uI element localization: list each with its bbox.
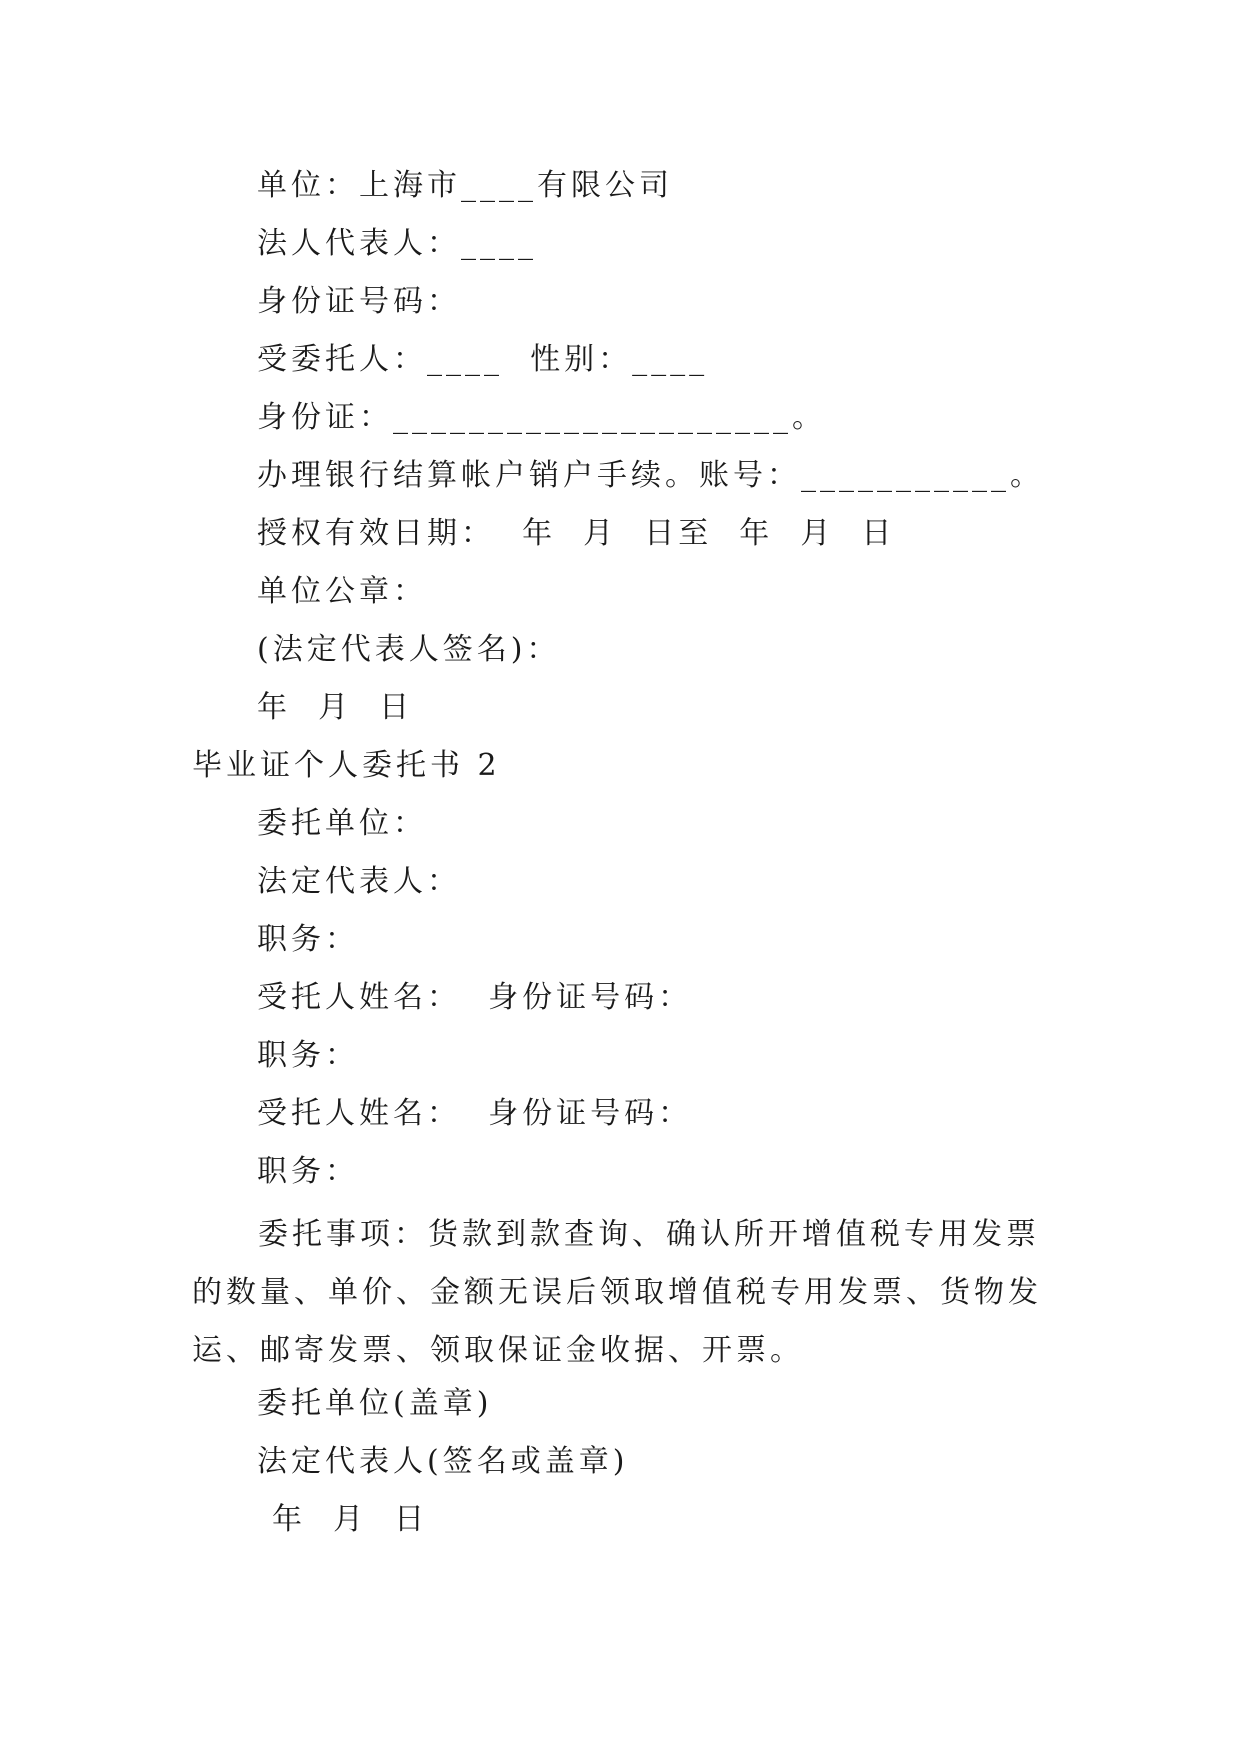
entrusted-matters-paragraph: 委托事项：货款到款查询、确认所开增值税专用发票的数量、单价、金额无误后领取增值税专用发票、货物发运、邮寄发票、领取保证金收据、开票。 xyxy=(192,1217,1042,1368)
position-line-2: 职务： xyxy=(257,1038,359,1073)
id-number-line: 身份证号码： xyxy=(257,284,461,319)
account-closing-line: 办理银行结算帐户销户手续。账号：___________。 xyxy=(257,458,1044,493)
legal-signature-line: (法定代表人签名)： xyxy=(257,632,561,667)
unit-seal-line-2: 委托单位(盖章) xyxy=(257,1386,493,1421)
unit-seal-line: 单位公章： xyxy=(257,574,427,609)
position-line-3: 职务： xyxy=(257,1154,359,1189)
date-line: 年 月 日 xyxy=(257,690,414,725)
trustee-line-1: 受托人姓名： 身份证号码： xyxy=(257,980,693,1015)
trustee-gender-line: 受委托人：____ 性别：____ xyxy=(257,342,709,377)
legal-sign-line: 法定代表人(签名或盖章) xyxy=(257,1444,629,1479)
id-card-line: 身份证：_____________________。 xyxy=(257,400,826,435)
section-heading: 毕业证个人委托书 2 xyxy=(192,748,501,783)
position-line-1: 职务： xyxy=(257,922,359,957)
legal-rep-line: 法人代表人：____ xyxy=(257,226,537,261)
date-line-2: 年 月 日 xyxy=(272,1502,429,1537)
legal-rep-line-2: 法定代表人： xyxy=(257,864,461,899)
unit-line: 单位：上海市____有限公司 xyxy=(257,168,673,203)
trustee-line-2: 受托人姓名： 身份证号码： xyxy=(257,1096,693,1131)
validity-period-line: 授权有效日期： 年 月 日至 年 月 日 xyxy=(257,516,896,551)
entrusting-unit-line: 委托单位： xyxy=(257,806,427,841)
